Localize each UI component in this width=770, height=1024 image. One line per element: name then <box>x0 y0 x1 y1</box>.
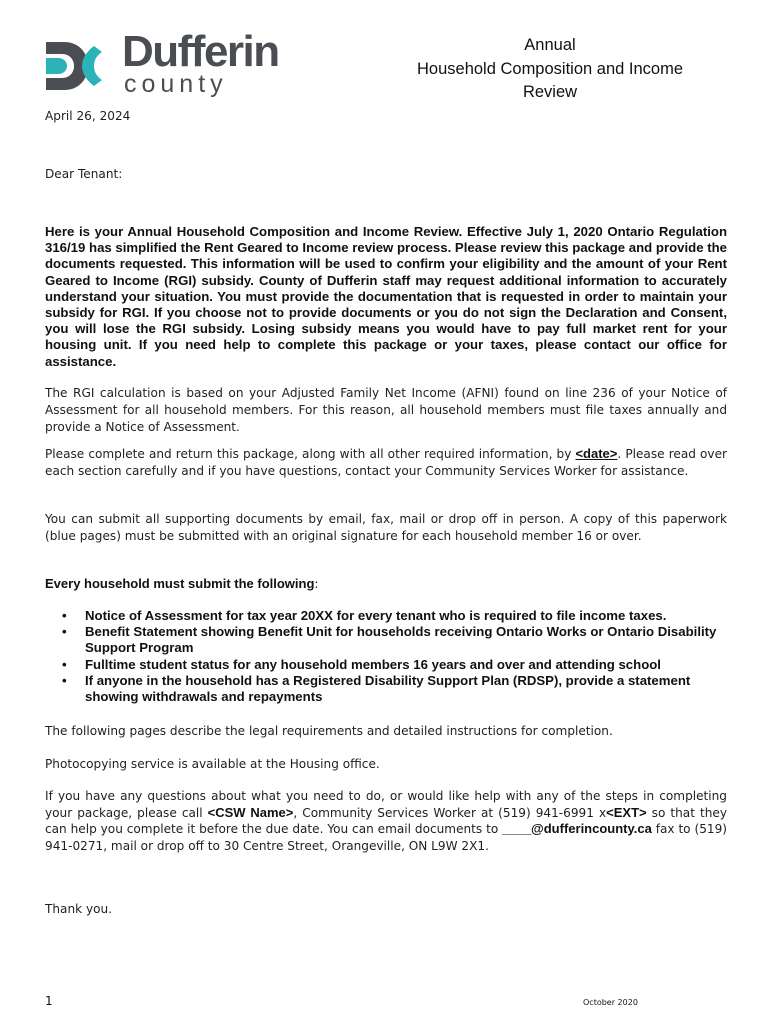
intro-paragraph: Here is your Annual Household Composition and Income Review. Effective July 1, 2020 Ontario Regulation 316/19 has simplified the Rent Geared to Income review process. Please review this package and provide the documents requested. This information will be used to confirm your eligibility and the amount of your Rent Geared to Income (RGI) subsidy. County of Dufferin staff may request additional information to accurately understand your situation. You must provide the documentation that is requested in order to maintain your subsidy for RGI. If you choose not to provide documents or you do not sign the Declaration and Consent, you will lose the RGI subsidy. Losing subsidy means you would have to pay full market rent for your housing unit. If you need help to complete this package or your taxes, please contact our office for assistance. <box>45 224 727 369</box>
requirements-heading-colon: : <box>314 577 319 591</box>
list-item <box>62 608 727 624</box>
list-item <box>62 673 727 705</box>
return-date-placeholder: <date> <box>575 446 618 461</box>
logo-subtitle: county <box>124 70 228 98</box>
list-item-text: Benefit Statement showing Benefit Unit for households receiving Ontario Works or Ontario Disability Support Program <box>85 624 717 656</box>
list-item-text: If anyone in the household has a Registered Disability Support Plan (RDSP), provide a statement showing withdrawals and repayments <box>85 672 691 705</box>
dufferin-county-logo <box>44 27 324 98</box>
help-text-c: so that they can help you complete it before the due date. You can email documents to <box>45 805 727 836</box>
photocopy-paragraph: Photocopying service is available at the Housing office. <box>45 757 380 771</box>
list-item <box>62 624 727 656</box>
extension-placeholder: <EXT> <box>606 804 647 820</box>
help-paragraph <box>45 788 727 854</box>
list-item <box>62 657 727 673</box>
title-line-1: Annual <box>524 36 576 54</box>
email-address: ____@dufferincounty.ca <box>502 821 652 836</box>
title-line-3: Review <box>522 83 578 101</box>
help-text-b: , Community Services Worker at (519) 941-6991 x <box>293 805 607 820</box>
list-item-text: Notice of Assessment for tax year 20XX for every tenant who is required to file income taxes. <box>85 608 667 623</box>
page-number: 1 <box>45 994 53 1008</box>
requirements-list <box>62 608 727 705</box>
salutation: Dear Tenant: <box>45 167 123 181</box>
revision-date: October 2020 <box>583 998 638 1007</box>
return-paragraph <box>45 446 727 479</box>
requirements-heading-text: Every household must submit the following <box>45 576 315 591</box>
return-text-a: Please complete and return this package, along with all other required information, by <box>45 447 576 461</box>
bullet-icon: • <box>62 608 67 623</box>
rgi-calculation-paragraph: The RGI calculation is based on your Adjusted Family Net Income (AFNI) found on line 236 of your Notice of Assessment for all household members. For this reason, all household members must file taxes annually and provide a Notice of Assessment. <box>45 386 727 435</box>
letter-date: April 26, 2024 <box>45 109 131 123</box>
bullet-icon: • <box>62 624 67 640</box>
document-title <box>380 34 720 105</box>
logo-wordmark: Dufferin <box>122 27 279 76</box>
closing: Thank you. <box>45 902 113 916</box>
return-text-b: . Please read over each section carefully and if you have questions, contact your Community Services Worker for assistance. <box>45 447 727 478</box>
bullet-icon: • <box>62 656 67 672</box>
following-pages-paragraph: The following pages describe the legal requirements and detailed instructions for completion. <box>45 724 613 738</box>
dufferin-logo-mark-icon <box>44 38 108 94</box>
list-item-text: Fulltime student status for any household members 16 years and over and attending school <box>85 656 661 672</box>
csw-name-placeholder: <CSW Name> <box>207 804 294 820</box>
requirements-heading <box>45 576 727 593</box>
help-text-d: fax to (519) 941-0271, mail or drop off to 30 Centre Street, Orangeville, ON L9W 2X1. <box>45 822 727 853</box>
submission-paragraph: You can submit all supporting documents by email, fax, mail or drop off in person. A copy of this paperwork (blue pages) must be submitted with an original signature for each household member 16 or over. <box>45 512 727 543</box>
bullet-icon: • <box>62 672 67 688</box>
title-line-2: Household Composition and Income <box>417 59 683 78</box>
help-text-a: If you have any questions about what you need to do, or would like help with any of the steps in completing your package, please call <box>45 789 727 820</box>
